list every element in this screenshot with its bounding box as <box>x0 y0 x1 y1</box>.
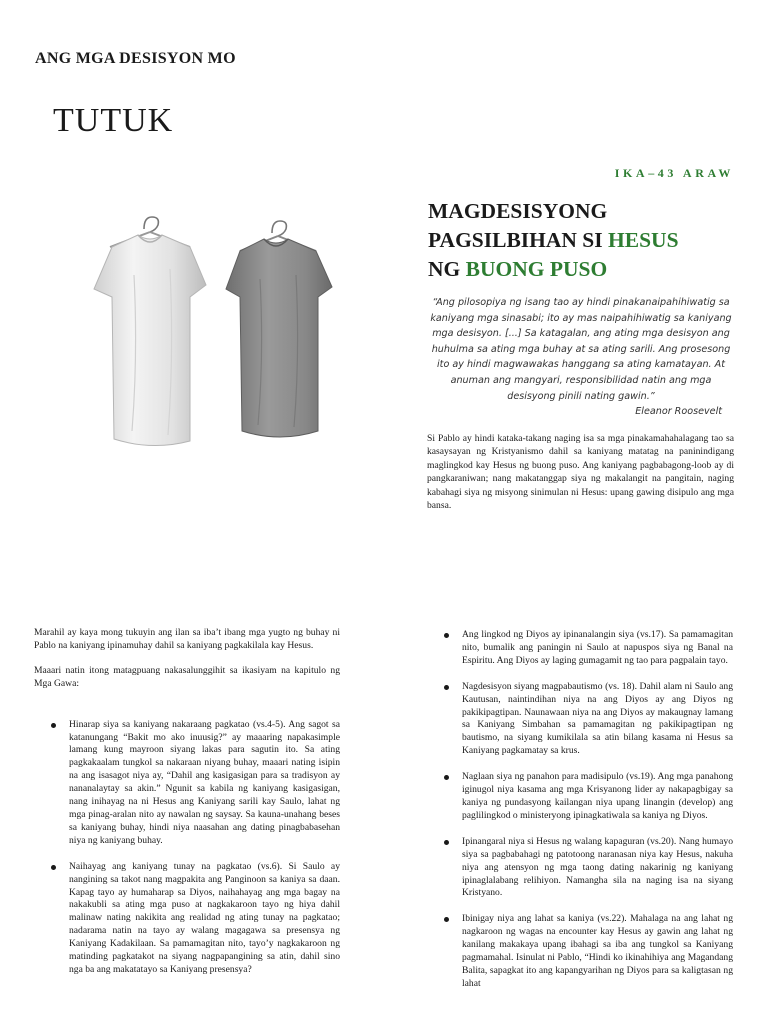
left-paragraph-1: Marahil ay kaya mong tukuyin ang ilan sa iba’t ibang mga yugto ng buhay ni Pablo na kaniyang ipinamuhay dahil sa kaniyang pagkakilala kay Hesus. <box>34 627 340 651</box>
quote-block <box>426 295 736 420</box>
quote-author: Eleanor Roosevelt <box>635 406 722 418</box>
list-item: Ibinigay niya ang lahat sa kaniya (vs.22). Mahalaga na ang lahat ng nagkaroon ng wagas na encounter kay Hesus ay gawin ang lahat ng kanilang makakaya upang ibahagi sa iba ang tungkol sa Kaniyang pagmamahal. Isinulat ni Pablo, “Hindi ko ikinahihiya ang Magandang Balita, sapagkat ito ang kapangyarihan ng Diyos para sa kaligtasan ng lahat <box>462 913 733 989</box>
list-item: Naglaan siya ng panahon para madisipulo (vs.19). Ang mga panahong iginugol niya kasama ang mga Krisyanong lider ay nakapagbigay sa kaniya ng pundasyong kailangan niya upang linangin (develop) ang paglilingkod o ministeryong ipinagkatiwala sa kaniya ng Diyos. <box>462 771 733 821</box>
list-item: Naihayag ang kaniyang tunay na pagkatao (vs.6). Si Saulo ay nangining sa takot nang magpakita ang Panginoon sa kaniya sa daan. Kapag tayo ay humaharap sa Diyos, naihahayag ang mga bagay na nakakubli sa ating mga puso at nagkakaroon tayo ng hiya dahil malinaw nating nakikita ang realidad ng ating tunay na pagkatao; nadarama natin na tayo ay walang magagawa sa presensya ng Kaniyang Kadakilaan. Sa pamamagitan nito, tayo’y nagkakaroon ng matinding pagkatakot na siyang nagpapangining sa atin, dahil sino nga ba ang makatatayo sa Kaniyang presensya? <box>69 860 340 975</box>
quote-text: “Ang pilosopiya ng isang tao ay hindi pinakanaipahihiwatig sa kaniyang mga sinasabi; ito ay mas naipahihiwatig sa kaniyang mga desisyon. [...] Sa katagalan, ang ating mga desisyon ang huhulma sa ating mga buhay at sa ating sarili. Ang prosesong ito ay hindi magwawakas hanggang sa ating kamatayan. At anuman ang mangyari, responsibilidad natin ang mga desisyong pinili nating gawin.” <box>430 297 732 402</box>
headline-line2: PAGSILBIHAN SI <box>428 228 609 252</box>
list-item: Hinarap siya sa kaniyang nakaraang pagkatao (vs.4-5). Ang sagot sa katanungang “Bakit mo ako inuusig?” ay maaaring napakasimple lamang kung mayroon siyang lakas para sagutin ito. Sa ating pagkakaalam tungkol sa nakaraan niyang buhay, maaari nating isipin na ang isasagot niya ay, “Dahil ang kasigasigan para sa tradisyon ay nananalaytay sa akin.” Ngunit sa kabila ng kaniyang kasigasigan, nang inihayag na ni Hesus ang Kaniyang sarili kay Saulo, lahat ng mga pinag-aralan nito ay nawalan ng saysay. Sa kauna-unahang beses sa kaniyang buhay, hindi niya naasahan ang dating pinagbabasehan niya ng kaniyang buhay. <box>69 718 340 846</box>
headline-line1: MAGDESISYONG <box>428 199 608 223</box>
shirts-illustration <box>82 205 344 465</box>
day-label: IKA–43 ARAW <box>614 166 734 180</box>
left-column <box>34 627 340 990</box>
right-bullet-list <box>427 629 733 991</box>
shirts-on-hangers-icon <box>82 205 344 465</box>
intro-paragraph: Si Pablo ay hindi kataka-takang naging isa sa mga pinakamahahalagang tao sa kasaysayan ng Kristyanismo dahil sa kaniyang matatag na paninindigang maglingkod kay Hesus ng buong puso. Ang kaniyang pagbabagong-loob ay di pangkaraniwan; nang makatanggap siya ng makalangit na pangitain, naging kabahagi siya ng misyong sinimulan ni Hesus: upang gawing disipulo ang mga bansa. <box>427 433 734 512</box>
list-item: Ang lingkod ng Diyos ay ipinanalangin siya (vs.17). Sa pamamagitan nito, bumalik ang paningin ni Saulo at napuspos siya ng Banal na Espiritu. Ang Diyos ay laging gumagamit ng tao para pagpalain tayo. <box>462 629 733 666</box>
headline-line3-highlight: BUONG PUSO <box>465 257 608 281</box>
series-title: ANG MGA DESISYON MO <box>35 50 236 67</box>
list-item: Ipinangaral niya si Hesus ng walang kapaguran (vs.20). Nang humayo siya sa pagbabahagi ng patotoong naranasan niya kay Hesus, nakuha niya ang atensyon ng mga taong dating nakarinig ng kaniyang ipinaglalabang relihiyon. Namangha sila na naging isa na siyang Kristyano. <box>462 835 733 899</box>
section-word: TUTUK <box>53 102 174 139</box>
left-paragraph-2: Maaari natin itong matagpuang nakasalunggihit sa ikasiyam na kapitulo ng Mga Gawa: <box>34 664 340 689</box>
list-item: Nagdesisyon siyang magpabautismo (vs. 18). Dahil alam ni Saulo ang Kautusan, naintindihan niya na ang Diyos ay ang Diyos ng pakikipagtipan. Naunawaan niya na ang Diyos ay makaugnay lamang sa Kaniyang Simbahan sa pamamagitan ng pakikipagtipan ng bautismo, na siyang kumikilala sa atin bilang kasama ni Hesus sa Kaniyang pagkamatay sa krus. <box>462 680 733 757</box>
right-column <box>427 629 733 1004</box>
left-bullet-list <box>34 719 340 977</box>
headline-line3: NG <box>428 257 466 281</box>
headline <box>428 197 748 284</box>
headline-line2-highlight: HESUS <box>608 228 679 252</box>
